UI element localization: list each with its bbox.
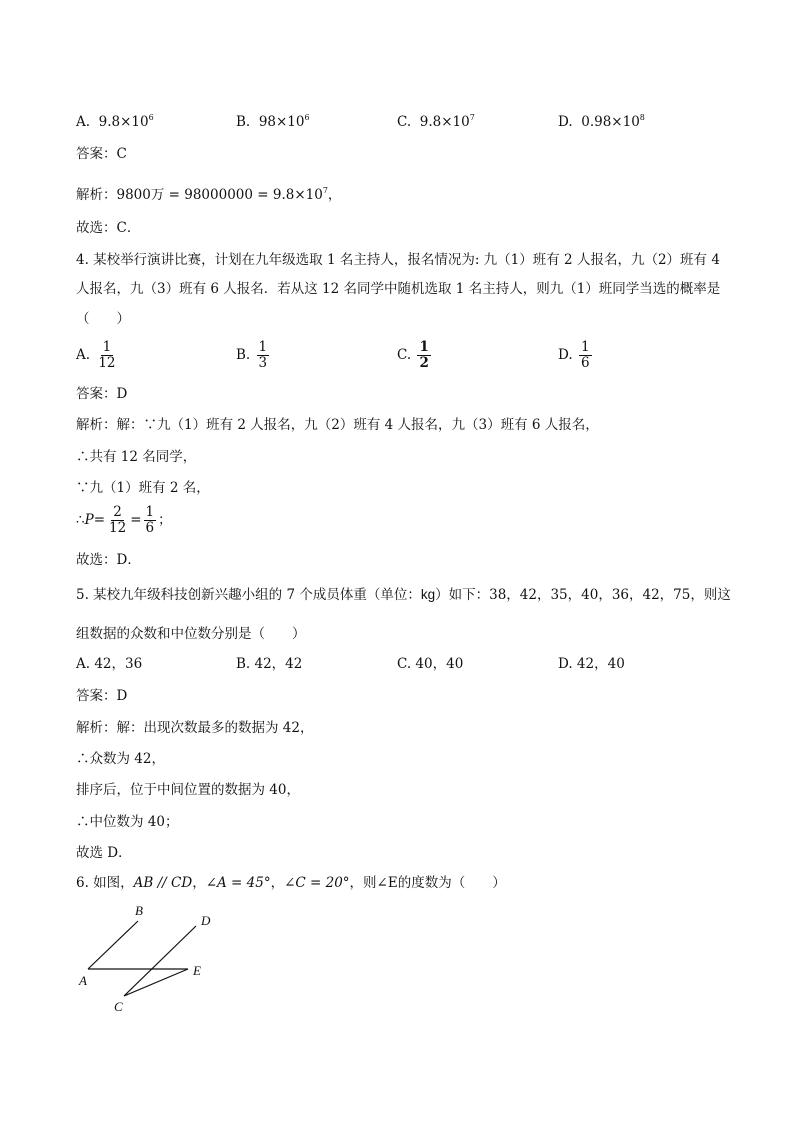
point-c-label: C <box>114 999 123 1014</box>
q4-analysis-line1: 解析：解：∵九（1）班有 2 人报名，九（2）班有 4 人报名，九（3）班有 6 人报名， <box>76 417 599 433</box>
q5-option-a: A. 42，36 <box>76 656 143 672</box>
q5-answer: 答案：D <box>76 688 128 704</box>
q3-answer: 答案：C <box>76 146 127 162</box>
q5-stem-line1: 5. 某校九年级科技创新兴趣小组的 7 个成员体重（单位：kg）如下：38，42，35，40，36，42，75，则这 <box>76 587 731 603</box>
q3-option-c: C. $9.8\times 10^7$ <box>397 113 475 130</box>
q4-stem-line3: （ ） <box>76 311 130 327</box>
q5-analysis-line3: 排序后，位于中间位置的数据为 40， <box>76 782 300 798</box>
q3-option-a: A. $9.8\times 10^6$ <box>76 113 154 130</box>
q4-option-d: D. $\frac{1}{6}$ <box>558 339 590 371</box>
point-d-label: D <box>201 913 211 928</box>
q4-option-b: B. $\frac{1}{3}$ <box>236 339 268 371</box>
q4-choose: 故选：D． <box>76 552 141 568</box>
segment-ab <box>88 921 138 969</box>
q5-analysis-line1: 解析：解：出现次数最多的数据为 42， <box>76 720 314 736</box>
point-e-label: E <box>193 963 201 978</box>
q6-stem: 6. 如图，AB // CD，∠A = 45°，∠C = 20°，则∠E的度数为（ ） <box>76 875 506 891</box>
q4-option-a: A. $\frac{1}{12}$ <box>76 339 116 371</box>
q4-stem-line2: 人报名，九（3）班有 6 人报名．若从这 12 名同学中随机选取 1 名主持人，则九（1）班同学当选的概率是 <box>76 281 721 297</box>
point-a-label: A <box>79 973 87 988</box>
q4-stem-line1: 4. 某校举行演讲比赛，计划在九年级选取 1 名主持人，报名情况为: 九（1）班有 2 人报名，九（2）班有 4 <box>76 252 720 268</box>
q4-answer: 答案：D <box>76 386 128 402</box>
q3-choose: 故选：C． <box>76 220 141 236</box>
segment-cd <box>124 926 196 996</box>
q3-option-d: D. $0.98\times 10^8$ <box>558 113 645 130</box>
q5-option-c: C. 40，40 <box>397 656 464 672</box>
point-b-label: B <box>135 903 143 918</box>
q4-probability-formula: ∴P= $\frac{2}{12}$ = $\frac{1}{6}$ ； <box>76 504 172 536</box>
q5-analysis-line2: ∴众数为 42， <box>76 751 165 767</box>
q5-choose: 故选 D． <box>76 845 132 861</box>
q4-analysis-line3: ∵九（1）班有 2 名， <box>76 480 210 496</box>
q5-stem-line2: 组数据的众数和中位数分别是（ ） <box>76 626 306 642</box>
q5-option-b: B. 42，42 <box>236 656 303 672</box>
q4-option-c: C. $\frac{1}{2}$ <box>397 339 429 371</box>
segment-ce <box>124 969 188 996</box>
q5-analysis-line4: ∴中位数为 40； <box>76 814 179 830</box>
q3-option-b: B. $98\times 10^6$ <box>236 113 310 130</box>
q5-option-d: D. 42，40 <box>558 656 625 672</box>
q3-analysis: 解析：9800万 = $98000000 = 9.8\times 10^7$， <box>76 186 342 203</box>
q4-analysis-line2: ∴共有 12 名同学， <box>76 449 197 465</box>
